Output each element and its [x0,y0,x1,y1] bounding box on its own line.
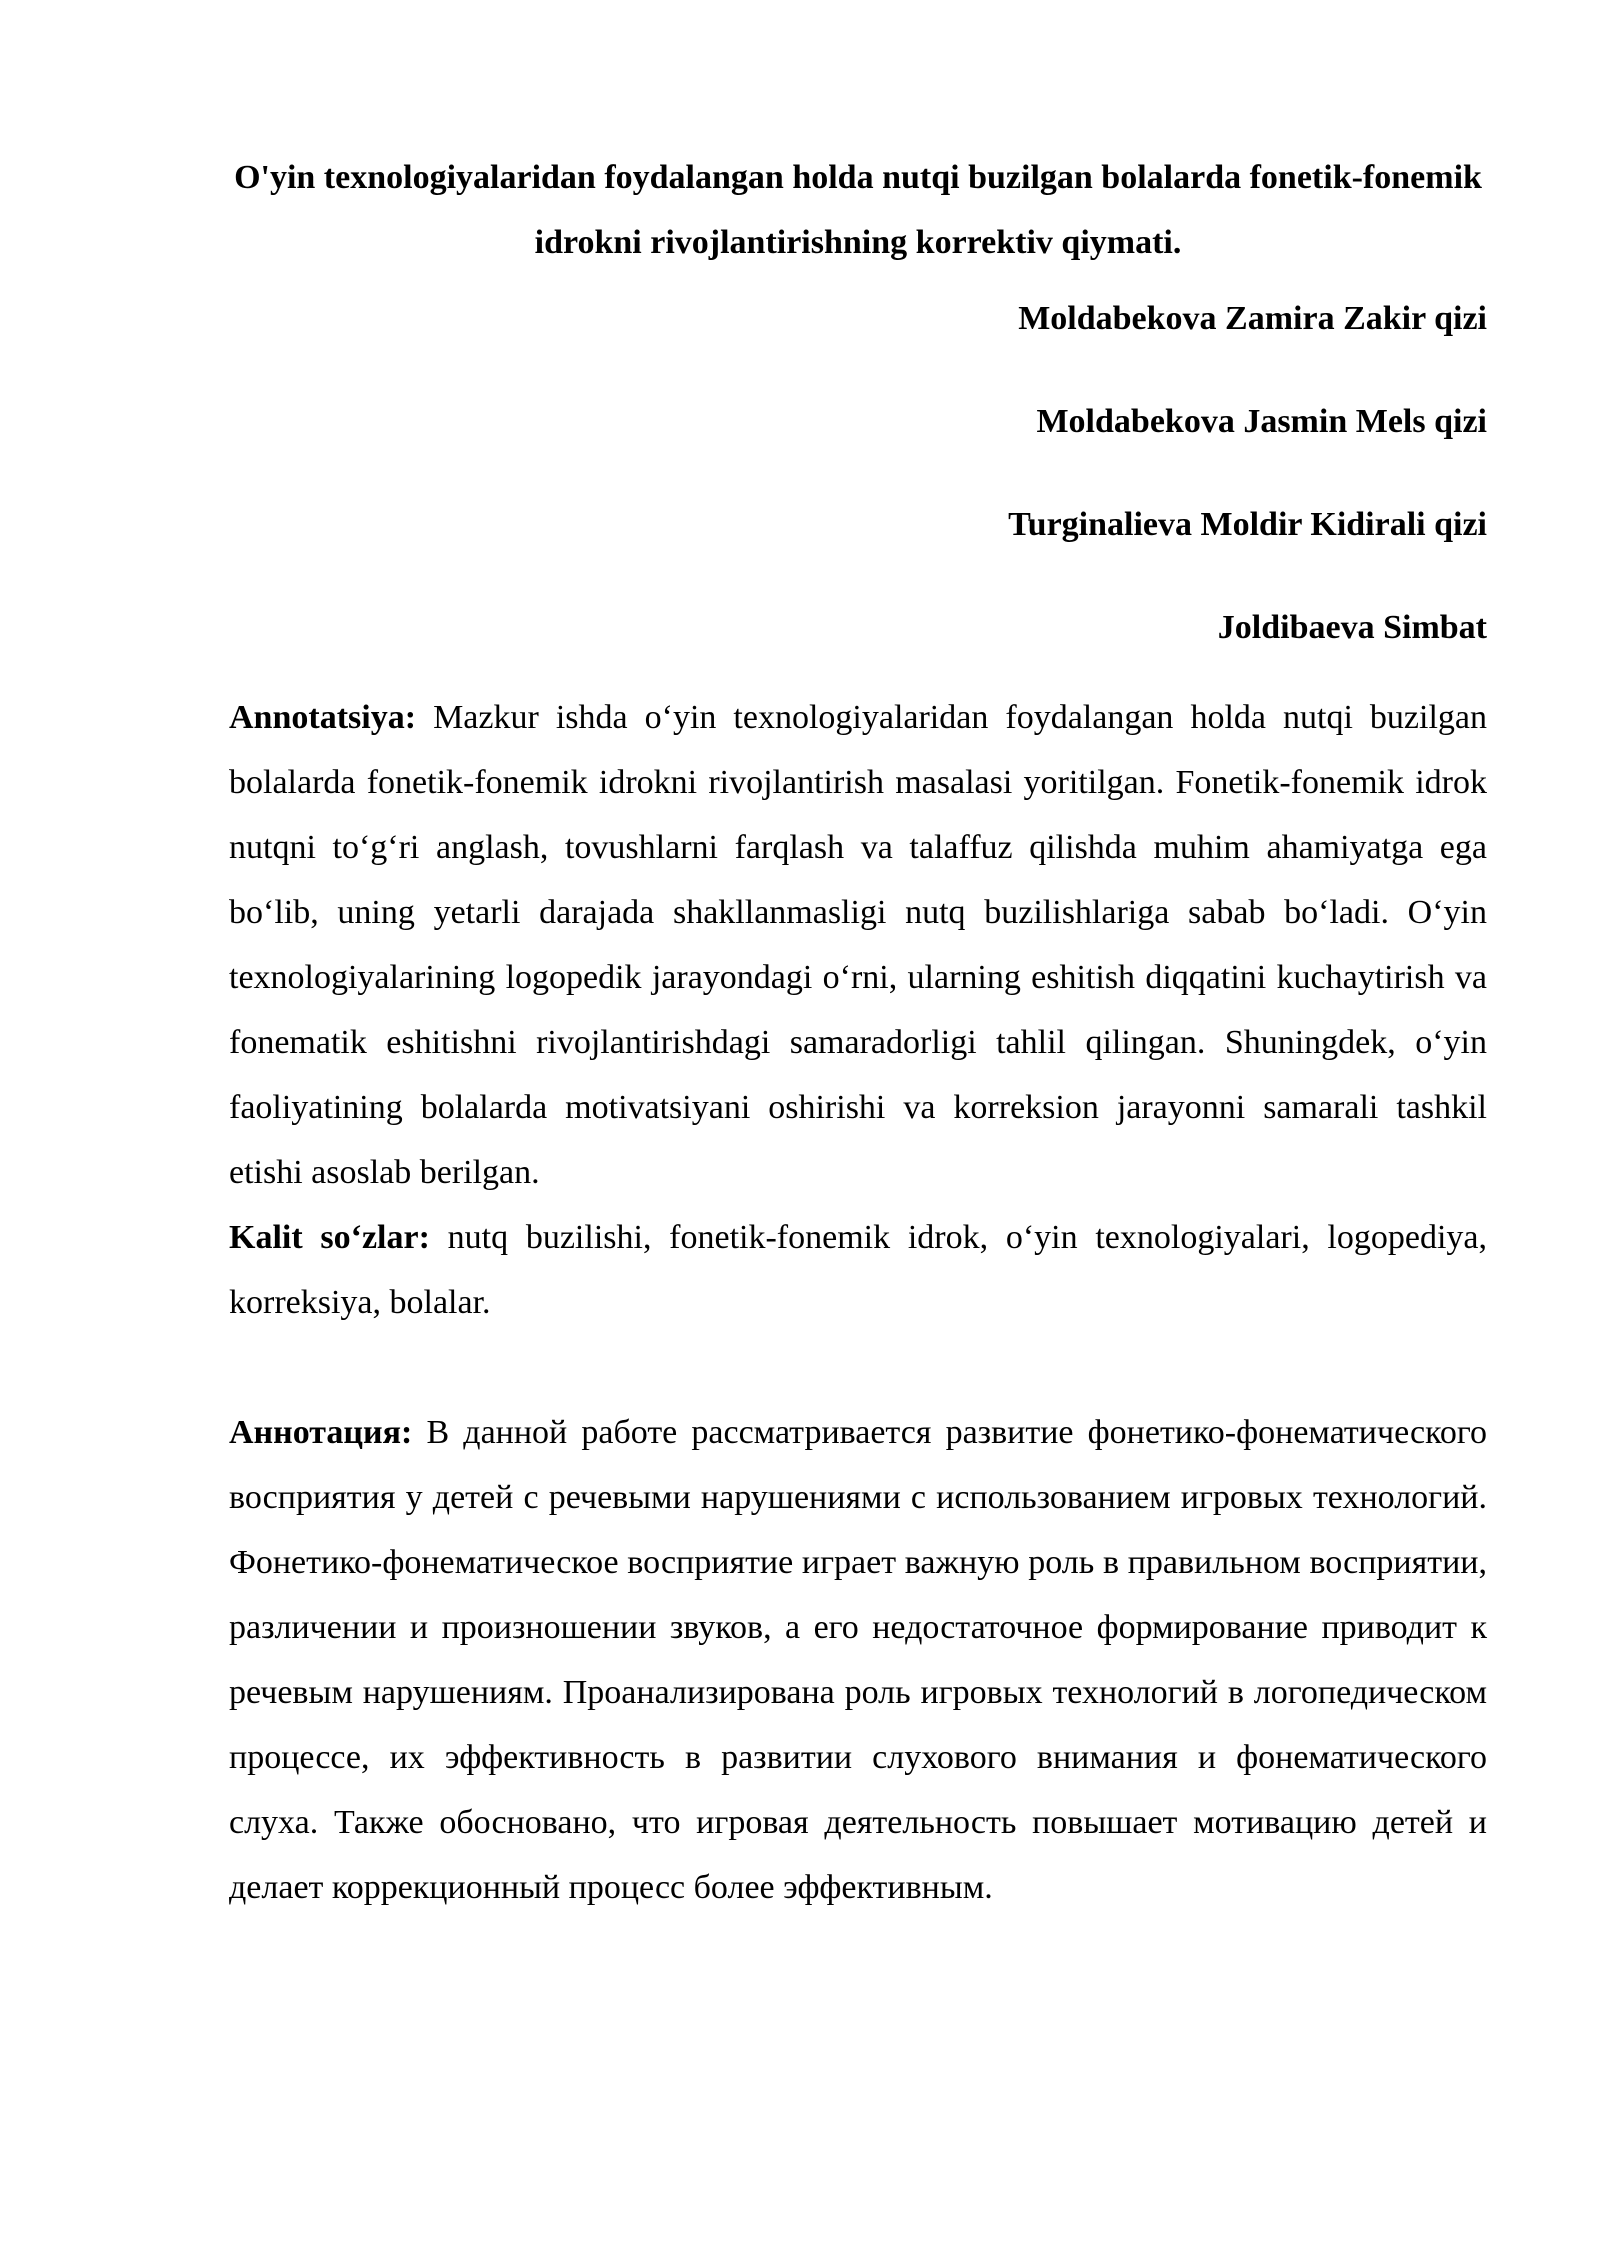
abstract-uzbek-text: Mazkur ishda o‘yin texnologiyalaridan foydalangan holda nutqi buzilgan bolalarda fonetik-fonemik idrokni rivojlantirish masalasi yoritilgan. Fonetik-fonemik idrok nutqni to‘g‘ri anglash, tovushlarni farqlash va talaffuz qilishda muhim ahamiyatga ega bo‘lib, uning yetarli darajada shakllanmasligi nutq buzilishlariga sabab bo‘ladi. O‘yin texnologiyalarining logopedik jarayondagi o‘rni, ularning eshitish diqqatini kuchaytirish va fonematik eshitishni rivojlantirishdagi samaradorligi tahlil qilingan. Shuningdek, o‘yin faoliyatining bolalarda motivatsiyani oshirishi va korreksion jarayonni samarali tashkil etishi asoslab berilgan. [229,699,1488,1191]
author-name: Joldibaeva Simbat [1217,609,1487,646]
document-page [229,145,1487,1920]
author-name: Turginalieva Moldir Kidirali qizi [1008,506,1487,543]
keywords-uzbek-text: nutq buzilishi, fonetik-fonemik idrok, o‘yin texnologiyalari, logopediya, korreksiya, bolalar. [229,1219,1487,1321]
author-name: Moldabekova Jasmin Mels qizi [1036,403,1487,440]
keywords-uzbek-label: Kalit so‘zlar: [229,1219,430,1256]
abstract-uzbek-label: Annotatsiya: [229,699,417,736]
abstract-russian-label: Аннотация: [229,1414,413,1451]
author-name: Moldabekova Zamira Zakir qizi [1018,300,1487,337]
abstract-russian [229,1400,1487,1920]
abstract-russian-text: В данной работе рассматривается развитие фонетико-фонематического восприятия у детей с речевыми нарушениями с использованием игровых технологий. Фонетико-фонематическое восприятие играет важную роль в правильном восприятии, различении и произношении звуков, а его недостаточное формирование приводит к речевым нарушениям. Проанализирована роль игровых технологий в логопедическом процессе, их эффективность в развитии слухового внимания и фонематического слуха. Также обосновано, что игровая деятельность повышает мотивацию детей и делает коррекционный процесс более эффективным. [229,1414,1487,1906]
abstract-uzbek [229,685,1487,1205]
author-list [229,299,1487,648]
keywords-uzbek [229,1205,1487,1335]
document-title: O'yin texnologiyalaridan foydalangan holda nutqi buzilgan bolalarda fonetik-fonemik idrokni rivojlantirishning korrektiv qiymati. [234,159,1482,261]
